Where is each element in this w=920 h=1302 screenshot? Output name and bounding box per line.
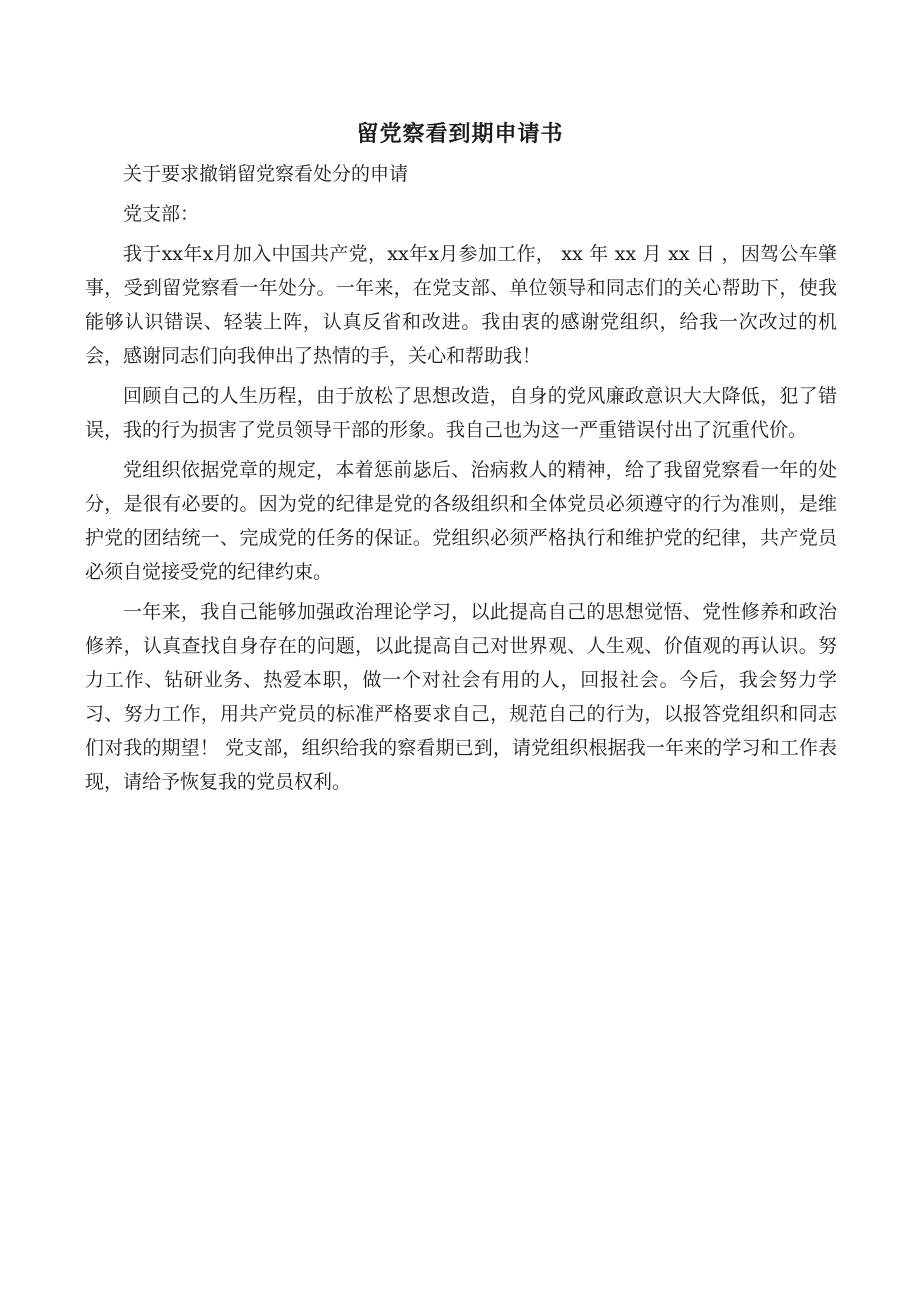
- body-paragraph-3: 党组织依据党章的规定，本着惩前毖后、治病救人的精神，给了我留党察看一年的处分，是很有必要的。因为党的纪律是党的各级组织和全体党员必须遵守的行为准则，是维护党的团结统一、完成党的任务的保证。党组织必须严格执行和维护党的纪律，共产党员必须自觉接受党的纪律约束。: [85, 459, 837, 583]
- body-paragraph-4: 一年来，我自己能够加强政治理论学习，以此提高自己的思想觉悟、党性修养和政治修养，认真查找自身存在的问题，以此提高自己对世界观、人生观、价值观的再认识。努力工作、钻研业务、热爱本职，做一个对社会有用的人，回报社会。今后，我会努力学习、努力工作，用共产党员的标准严格要求自己，规范自己的行为，以报答党组织和同志们对我的期望！ 党支部，组织给我的察看期已到，请党组织根据我一年来的学习和工作表现，请给予恢复我的党员权利。: [85, 601, 837, 793]
- document-subtitle: 关于要求撤销留党察看处分的申请: [123, 163, 409, 185]
- body-paragraph-2: 回顾自己的人生历程，由于放松了思想改造，自身的党风廉政意识大大降低，犯了错误，我的行为损害了党员领导干部的形象。我自己也为这一严重错误付出了沉重代价。: [85, 385, 837, 441]
- document-title: 留党察看到期申请书: [356, 122, 564, 147]
- body-paragraph-1: 我于xx年x月加入中国共产党，xx年x月参加工作， xx 年 xx 月 xx 日 ，因驾公车肇事，受到留党察看一年处分。一年来，在党支部、单位领导和同志们的关心帮助下，使我能够认识错误、轻装上阵，认真反省和改进。我由衷的感谢党组织，给我一次改过的机会，感谢同志们向我伸出了热情的手，关心和帮助我！: [85, 243, 837, 367]
- salutation: 党支部：: [123, 203, 200, 225]
- document-body: [85, 157, 837, 799]
